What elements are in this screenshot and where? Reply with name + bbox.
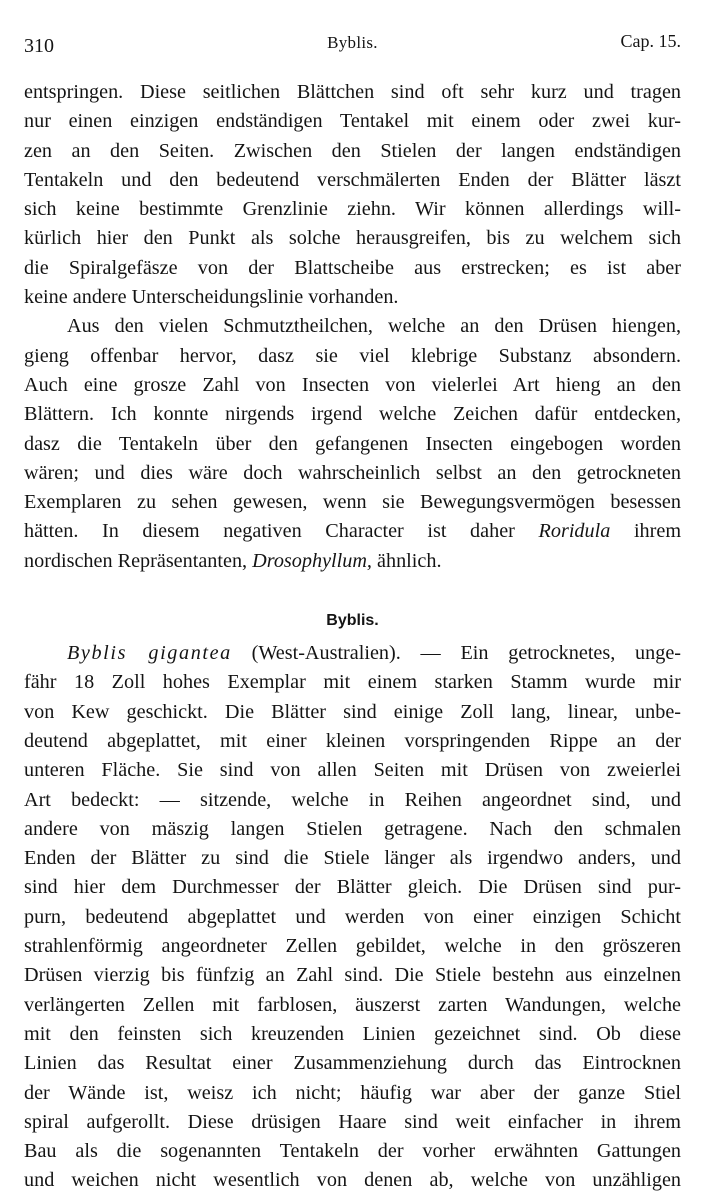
text-line: zen an den Seiten. Zwischen den Stielen der langen endständigen bbox=[24, 139, 681, 162]
text-line: Bau als die sogenannten Tentakeln der vorher erwähnten Gattungen bbox=[24, 1140, 681, 1163]
text-line: Drüsen vierzig bis fünfzig an Zahl sind. Die Stiele bestehn aus einzelnen bbox=[24, 964, 681, 987]
text-line: andere von mäszig langen Stielen getragene. Nach den schmalen bbox=[24, 817, 681, 840]
text-line: deutend abgeplattet, mit einer kleinen vorspringenden Rippe an der bbox=[24, 729, 681, 752]
text-line: Exemplaren zu sehen gewesen, wenn sie Bewegungsvermögen besessen bbox=[24, 491, 681, 514]
text-line: und weichen nicht wesentlich von denen ab, welche von unzähligen bbox=[24, 1169, 681, 1192]
text-line: Linien das Resultat einer Zusammenziehung durch das Eintrocknen bbox=[24, 1052, 681, 1075]
text-line bbox=[24, 639, 681, 668]
text-line: Aus den vielen Schmutztheilchen, welche an den Drüsen hiengen, bbox=[67, 315, 681, 338]
section-heading: Byblis. bbox=[326, 612, 379, 630]
paragraph-3 bbox=[24, 639, 681, 1196]
text-line bbox=[24, 517, 681, 546]
text-segment: nordischen Repräsentanten, bbox=[24, 549, 248, 572]
text-line: Art bedeckt: — sitzende, welche in Reihen angeordnet sind, und bbox=[24, 788, 681, 811]
page-number: 310 bbox=[24, 35, 54, 57]
text-line: verlängerten Zellen mit farblosen, äuszerst zarten Wandungen, welche bbox=[24, 993, 681, 1016]
text-line: unteren Fläche. Sie sind von allen Seiten mit Drüsen von zweierlei bbox=[24, 759, 681, 782]
text-line: strahlenförmig angeordneter Zellen gebildet, welche in den gröszeren bbox=[24, 935, 681, 958]
text-line: Auch eine grosze Zahl von Insecten von vielerlei Art hieng an den bbox=[24, 373, 681, 396]
text-line: entspringen. Diese seitlichen Blättchen sind oft sehr kurz und tragen bbox=[24, 81, 681, 103]
text-line: nur einen einzigen endständigen Tentakel mit einem oder zwei kur- bbox=[24, 110, 681, 133]
text-segment: ähnlich. bbox=[377, 549, 442, 572]
species-name: Byblis gigantea bbox=[67, 642, 232, 665]
text-line: Blättern. Ich konnte nirgends irgend welche Zeichen dafür entdecken, bbox=[24, 403, 681, 426]
text-segment: ihrem bbox=[633, 520, 682, 543]
text-line: kürlich hier den Punkt als solche herausgreifen, bis zu welchem sich bbox=[24, 227, 681, 250]
genus-drosophyllum: Drosophyllum, bbox=[252, 549, 372, 572]
text-line bbox=[24, 547, 681, 576]
text-line: spiral aufgerollt. Diese drüsigen Haare sind weit einfacher in ihrem bbox=[24, 1110, 681, 1133]
text-segment: hätten. In diesem negativen Character ist daher bbox=[24, 520, 515, 543]
text-line: sind hier dem Durchmesser der Blätter gleich. Die Drüsen sind pur- bbox=[24, 876, 681, 899]
text-line: sich keine bestimmte Grenzlinie ziehn. Wir können allerdings will- bbox=[24, 198, 681, 221]
running-title: Byblis. bbox=[327, 33, 378, 52]
text-line: der Wände ist, weisz ich nicht; häufig war aber der ganze Stiel bbox=[24, 1081, 681, 1104]
chapter-label: Cap. 15. bbox=[620, 31, 681, 51]
text-line: die Spiralgefäsze von der Blattscheibe aus erstrecken; es ist aber bbox=[24, 256, 681, 279]
text-line: Enden der Blätter zu sind die Stiele länger als irgendwo anders, und bbox=[24, 847, 681, 870]
text-line: purn, bedeutend abgeplattet und werden von einer einzigen Schicht bbox=[24, 905, 681, 928]
page-header bbox=[24, 31, 681, 61]
text-line: wären; und dies wäre doch wahrscheinlich selbst an den getrockneten bbox=[24, 461, 681, 484]
text-line: Tentakeln und den bedeutend verschmälerten Enden der Blätter läszt bbox=[24, 168, 681, 191]
genus-roridula: Roridula bbox=[538, 520, 611, 543]
paragraph-2 bbox=[24, 312, 681, 576]
text-line: fähr 18 Zoll hohes Exemplar mit einem starken Stamm wurde mir bbox=[24, 671, 681, 694]
text-segment: (West-Australien). — Ein getrocknetes, unge- bbox=[251, 642, 682, 665]
paragraph-1 bbox=[24, 78, 681, 312]
text-line: dasz die Tentakeln über den gefangenen Insecten eingebogen worden bbox=[24, 432, 681, 455]
text-line: mit den feinsten sich kreuzenden Linien gezeichnet sind. Ob diese bbox=[24, 1022, 681, 1045]
text-line: gieng offenbar hervor, dasz sie viel klebrige Substanz absondern. bbox=[24, 344, 681, 367]
text-line: keine andere Unterscheidungslinie vorhanden. bbox=[24, 286, 399, 309]
text-line: von Kew geschickt. Die Blätter sind einige Zoll lang, linear, unbe- bbox=[24, 700, 681, 723]
page-body bbox=[24, 78, 681, 1196]
